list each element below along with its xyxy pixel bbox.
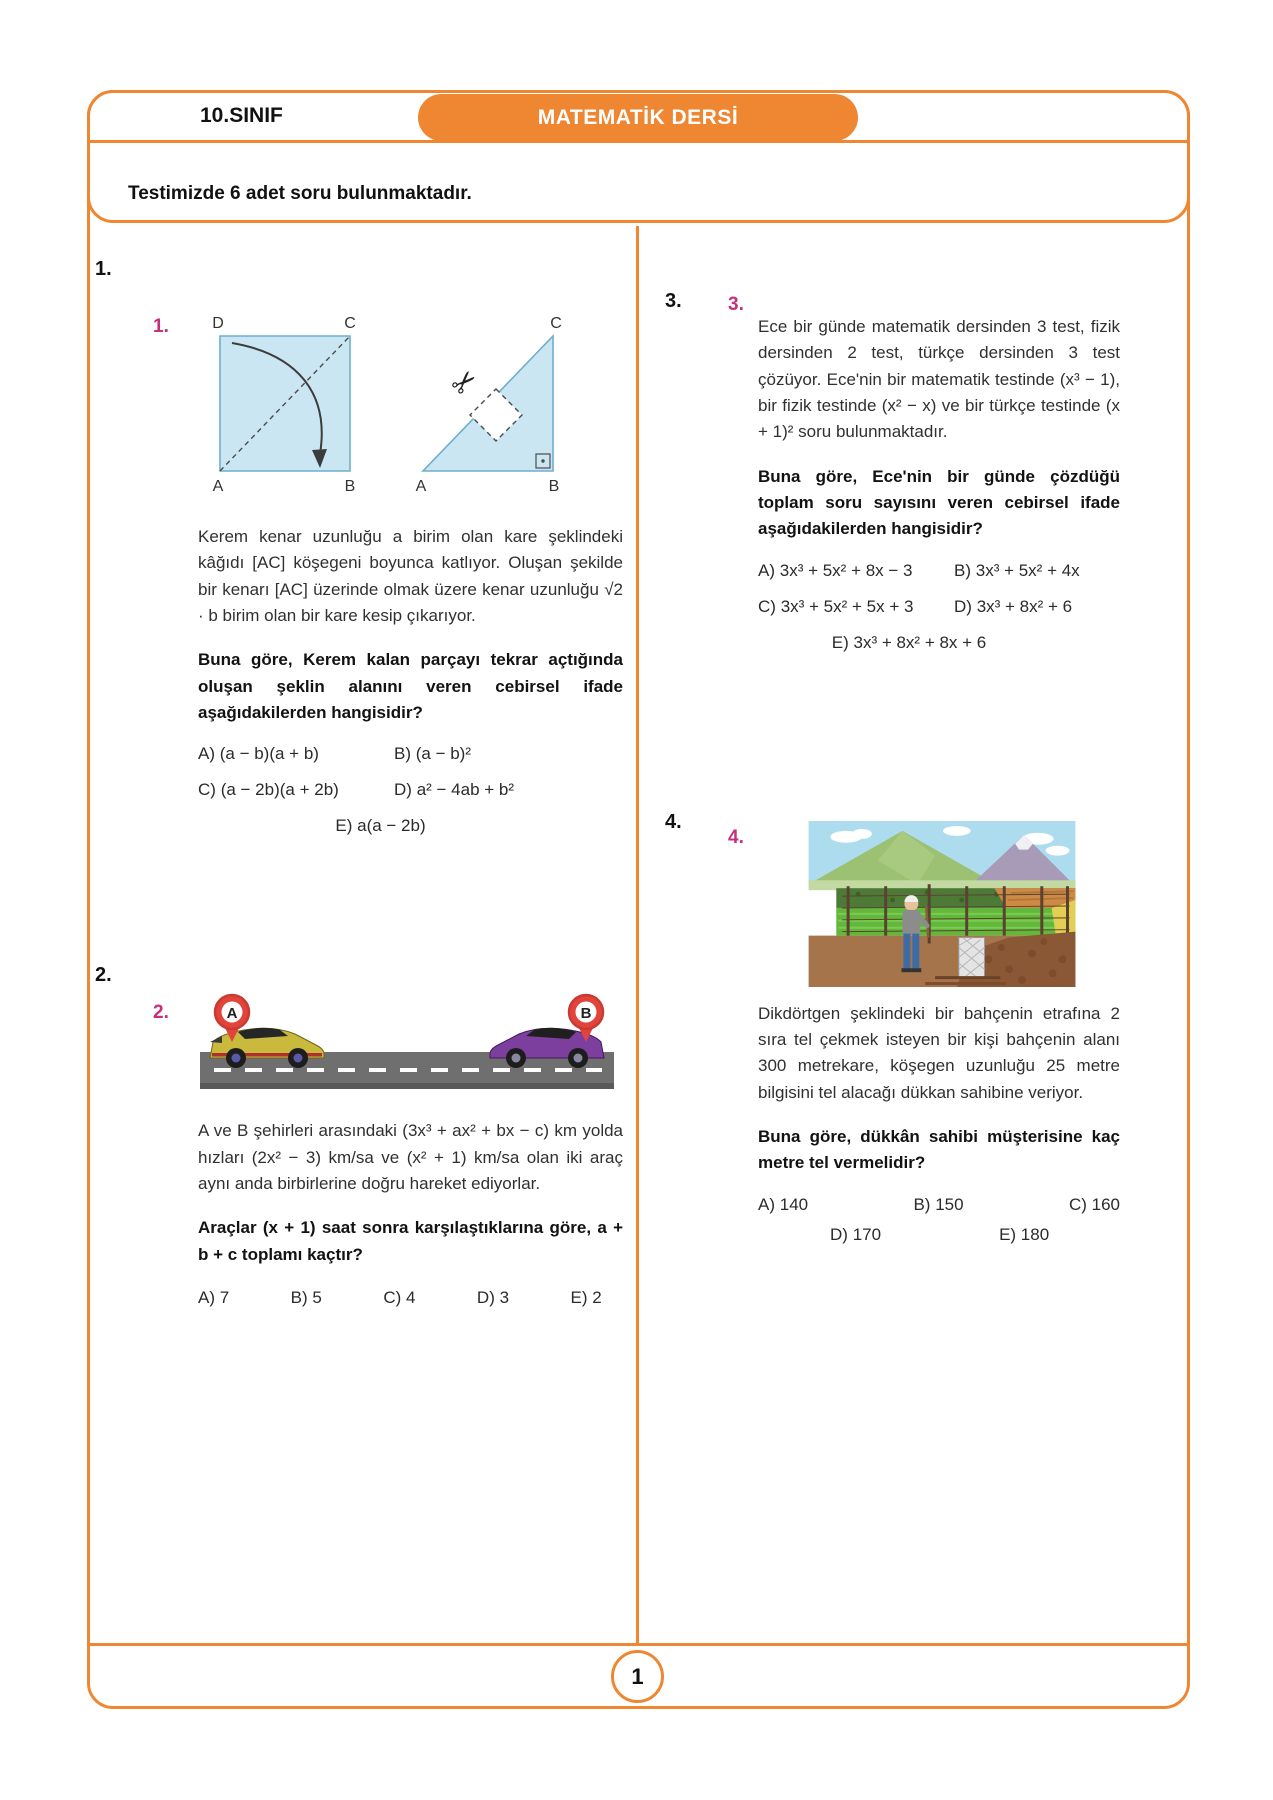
- question-3-body: Ece bir günde matematik dersinden 3 test, fizik dersinden 2 test, türkçe dersinden 3 test çözüyor. Ece'nin bir matematik testinde (x³ − 1), bir fizik testinde (x² − x) ve bir türkçe testinde (x + 1)² soru bulunmaktadır.: [758, 317, 1120, 442]
- question-3-stem: Buna göre, Ece'nin bir günde çözdüğü toplam soru sayısını veren cebirsel ifade aşağıdakilerden hangisidir?: [758, 466, 1120, 539]
- question-2-options: [198, 1288, 602, 1308]
- q2-cars-figure: [198, 990, 616, 1104]
- question-4-inner-number: 4.: [728, 826, 744, 848]
- option-a: A) 3x³ + 5x² + 8x − 3: [758, 560, 913, 580]
- question-2-body: A ve B şehirleri arasındaki (3x³ + ax² + bx − c) km yolda hızları (2x² − 3) km/sa ve (x² + 1) km/sa olan iki araç aynı anda birbirlerine doğru hareket ediyorlar.: [198, 1121, 623, 1194]
- option-a: A) 140: [758, 1194, 809, 1214]
- question-3-number: 3.: [665, 290, 682, 312]
- question-1-options: [198, 744, 623, 800]
- option-a: A) (a − b)(a + b): [198, 744, 319, 764]
- option-e: E) 3x³ + 8x² + 8x + 6: [831, 632, 987, 652]
- option-d: D) a² − 4ab + b²: [394, 780, 515, 800]
- option-c: C) 160: [1068, 1194, 1120, 1214]
- option-b: B) 3x³ + 5x² + 4x: [954, 560, 1080, 580]
- option-d: D) 3: [476, 1288, 510, 1308]
- left-column: [95, 258, 623, 1308]
- question-2-inner-number: 2.: [153, 1002, 169, 1024]
- option-c: C) (a − 2b)(a + 2b): [198, 780, 339, 800]
- wire-mesh-roll: [959, 937, 985, 977]
- q1-fold-figure: [198, 288, 620, 510]
- question-4-stem: Buna göre, dükkân sahibi müşterisine kaç metre tel vermelidir?: [758, 1127, 1120, 1173]
- question-4-number: 4.: [665, 810, 682, 833]
- footer-divider-line: [89, 1643, 1188, 1646]
- option-b: B) 5: [290, 1288, 322, 1308]
- q4-garden-illustration: [808, 821, 1076, 987]
- question-4-options-row2: [758, 1225, 1120, 1245]
- question-4: [665, 811, 1120, 1245]
- question-4-body: Dikdörtgen şeklindeki bir bahçenin etrafına 2 sıra tel çekmek isteyen bir kişi bahçenin alanı 300 metrekare, köşegen uzunluğu 25 metre bilgisini tel alacağı dükkan sahibine veriyor.: [758, 1003, 1120, 1102]
- question-3: [665, 290, 1120, 653]
- scissors-icon: ✂: [444, 362, 486, 404]
- vertex-label-a2: A: [415, 478, 427, 495]
- vertex-label-c: C: [344, 315, 356, 332]
- plank: [935, 976, 1000, 979]
- question-1-body: Kerem kenar uzunluğu a birim olan kare şeklindeki kâğıdı [AC] köşegeni boyunca katlıyor. Oluşan şekilde bir kenarı [AC] üzerinde olmak üzere kenar uzunluğu √2 · b birim olan bir kare kesip çıkarıyor.: [198, 527, 623, 626]
- test-intro-text: Testimizde 6 adet soru bulunmaktadır.: [128, 183, 472, 204]
- vertex-label-b2: B: [548, 478, 560, 495]
- question-1-inner-number: 1.: [153, 316, 169, 337]
- vertex-label-a: A: [212, 478, 224, 495]
- option-c: C) 3x³ + 5x² + 5x + 3: [758, 596, 914, 616]
- option-e: E) 180: [999, 1224, 1050, 1244]
- course-title-pill: MATEMATİK DERSİ: [418, 94, 858, 141]
- question-1-number: 1.: [95, 258, 112, 280]
- question-3-options: [758, 561, 1120, 617]
- class-label: 10.SINIF: [200, 104, 283, 127]
- vertex-label-d: D: [212, 315, 224, 332]
- vertex-label-c2: C: [550, 315, 562, 332]
- option-a: A) 7: [198, 1288, 230, 1308]
- column-divider-line: [636, 226, 639, 1643]
- question-2-number: 2.: [95, 964, 112, 987]
- question-3-inner-number: 3.: [728, 294, 744, 315]
- question-2: [95, 964, 623, 1308]
- vertex-label-b: B: [344, 478, 356, 495]
- right-column: [665, 290, 1120, 1245]
- question-1-stem: Buna göre, Kerem kalan parçayı tekrar açtığında oluşan şeklin alanını veren cebirsel ifade aşağıdakilerden hangisidir?: [198, 650, 623, 723]
- option-c: C) 4: [383, 1288, 416, 1308]
- option-e: E) 2: [570, 1288, 602, 1308]
- page-number-badge: 1: [611, 1650, 664, 1703]
- option-e: E) a(a − 2b): [335, 816, 426, 836]
- pin-a-label: A: [226, 1005, 238, 1023]
- option-b: B) (a − b)²: [394, 744, 472, 764]
- option-d: D) 3x³ + 8x² + 6: [954, 596, 1073, 616]
- option-d: D) 170: [830, 1224, 882, 1244]
- pin-b-label: B: [580, 1005, 592, 1023]
- question-2-stem: Araçlar (x + 1) saat sonra karşılaştıklarına göre, a + b + c toplamı kaçtır?: [198, 1218, 623, 1264]
- question-1: [95, 258, 623, 836]
- option-b: B) 150: [913, 1194, 964, 1214]
- question-4-options-row1: [758, 1195, 1120, 1215]
